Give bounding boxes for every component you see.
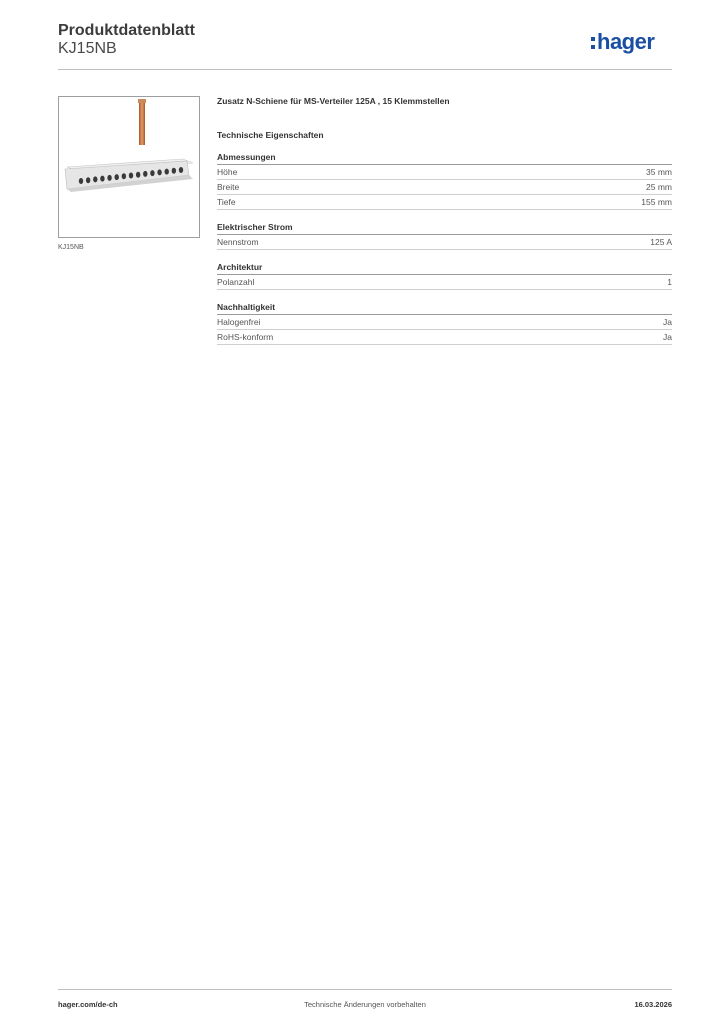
terminal-hole <box>143 171 147 177</box>
spec-label: Breite <box>217 182 240 192</box>
document-title: Produktdatenblatt <box>58 22 195 39</box>
product-code: KJ15NB <box>58 40 117 57</box>
terminal-hole <box>157 169 161 175</box>
terminal-hole <box>129 173 133 179</box>
spec-label: Tiefe <box>217 197 236 207</box>
hager-logo <box>590 26 672 56</box>
spec-label: Polanzahl <box>217 277 255 287</box>
terminal-hole <box>115 174 119 180</box>
footer-notice: Technische Änderungen vorbehalten <box>304 1000 426 1009</box>
terminal-hole <box>150 170 154 176</box>
group-title: Abmessungen <box>217 152 672 165</box>
spec-row <box>217 330 672 345</box>
group-elektrischer-strom <box>217 222 672 250</box>
terminal-hole <box>172 168 176 174</box>
footer-date: 16.03.2026 <box>634 1000 672 1009</box>
terminal-hole <box>86 177 90 183</box>
terminal-hole <box>136 172 140 178</box>
terminal-hole <box>107 175 111 181</box>
spec-heading: Technische Eigenschaften <box>217 130 324 140</box>
neutral-bar-illustration <box>59 97 199 237</box>
group-title: Architektur <box>217 262 672 275</box>
spec-value: 25 mm <box>646 182 672 192</box>
footer-website-link[interactable]: hager.com/de-ch <box>58 1000 118 1009</box>
spec-value: 35 mm <box>646 167 672 177</box>
terminal-hole <box>79 178 83 184</box>
group-title: Elektrischer Strom <box>217 222 672 235</box>
spec-label: Nennstrom <box>217 237 259 247</box>
product-image <box>58 96 200 238</box>
group-nachhaltigkeit <box>217 302 672 345</box>
spec-row <box>217 180 672 195</box>
spec-value: 1 <box>667 277 672 287</box>
spec-row <box>217 235 672 250</box>
logo-wordmark: hager <box>597 29 655 54</box>
spec-label: RoHS-konform <box>217 332 274 342</box>
spec-row <box>217 165 672 180</box>
spec-value: 155 mm <box>641 197 672 207</box>
page-footer <box>58 989 672 1012</box>
page-header <box>58 20 672 70</box>
image-caption: KJ15NB <box>58 244 84 251</box>
spec-row <box>217 315 672 330</box>
spec-label: Höhe <box>217 167 238 177</box>
spec-content <box>217 96 672 345</box>
logo-dot-top <box>591 37 595 41</box>
terminal-hole <box>93 176 97 182</box>
spec-value: Ja <box>663 332 672 342</box>
copper-rod-cap <box>138 99 146 103</box>
spec-row <box>217 195 672 210</box>
group-title: Nachhaltigkeit <box>217 302 672 315</box>
terminal-hole <box>165 169 169 175</box>
group-architektur <box>217 262 672 290</box>
group-abmessungen <box>217 152 672 210</box>
copper-rod <box>139 101 145 145</box>
product-description: Zusatz N-Schiene für MS-Verteiler 125A , 15 Klemmstellen <box>217 96 450 106</box>
spec-value: 125 A <box>650 237 672 247</box>
spec-label: Halogenfrei <box>217 317 261 327</box>
terminal-hole <box>179 167 183 173</box>
spec-value: Ja <box>663 317 672 327</box>
terminal-hole <box>100 176 104 182</box>
terminal-hole <box>122 173 126 179</box>
logo-dot-bottom <box>591 45 595 49</box>
spec-row <box>217 275 672 290</box>
